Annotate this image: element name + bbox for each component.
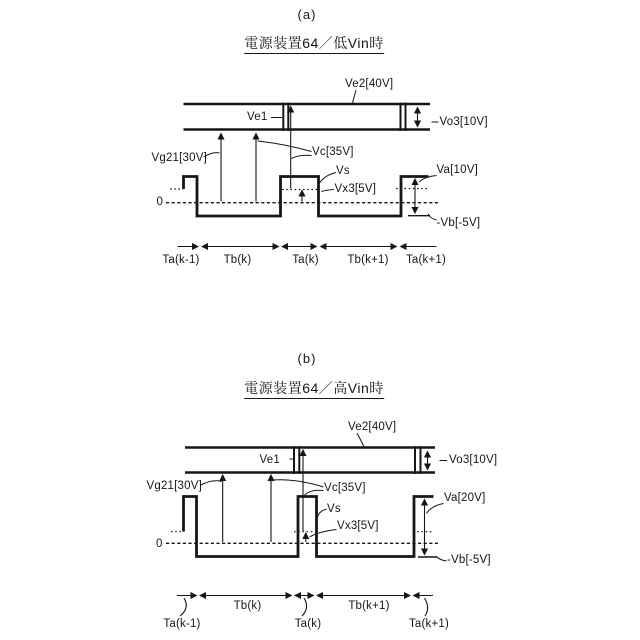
figure-b-time-axis: [177, 596, 433, 617]
label-vs-b: Vs: [327, 502, 341, 515]
label-vc-a: Vc[35V]: [312, 146, 354, 158]
label-ve1-b: Ve1: [259, 453, 280, 466]
time-label-b-ta-k1: Ta(k+1): [408, 618, 450, 630]
label-vx3-a: Vx3[5V]: [334, 182, 377, 195]
label-ve2-a: Ve2[40V]: [345, 77, 394, 90]
subfigure-a-marker: (a): [297, 7, 317, 22]
figure-b-title: 電源装置64／高Vin時: [244, 381, 384, 399]
label-ve2-b: Ve2[40V]: [348, 421, 397, 433]
figure-b-reference-lines: [166, 532, 438, 544]
figure-a-band: [184, 103, 431, 131]
time-label-b-ta-k-1: Ta(k-1): [163, 618, 201, 630]
label-zero-a: 0: [156, 196, 164, 208]
label-vo3-b: Vo3[10V]: [449, 453, 498, 466]
time-label-a-ta-k1: Ta(k+1): [405, 253, 447, 266]
label-vx3-b: Vx3[5V]: [337, 519, 379, 532]
label-vg21-b: Vg21[30V]: [146, 479, 203, 492]
time-label-a-tb-k1: Tb(k+1): [347, 253, 389, 266]
figure-b-leaders: [200, 433, 447, 561]
time-label-b-ta-k: Ta(k): [294, 618, 322, 630]
subfigure-b-marker: (b): [297, 351, 317, 366]
label-minus-vb-a: -Vb[-5V]: [436, 216, 481, 229]
figure-b-wave: [184, 497, 438, 558]
time-label-a-ta-k: Ta(k): [292, 253, 319, 266]
label-va-a: Va[10V]: [436, 163, 478, 176]
label-vo3-a: Vo3[10V]: [439, 115, 488, 128]
label-vs-a: Vs: [336, 165, 350, 177]
time-label-a-tb-k: Tb(k): [223, 253, 252, 266]
time-label-b-tb-k1: Tb(k+1): [348, 600, 390, 612]
figure-b-band: [185, 446, 435, 474]
time-label-b-tb-k: Tb(k): [233, 600, 262, 612]
label-vc-b: Vc[35V]: [324, 481, 366, 494]
label-ve1-a: Ve1: [247, 111, 268, 123]
label-minus-vb-b: -Vb[-5V]: [447, 553, 491, 566]
figure-b-arrows: [223, 450, 428, 555]
time-label-a-ta-k-1: Ta(k-1): [162, 253, 200, 266]
label-va-b: Va[20V]: [444, 491, 486, 504]
label-vg21-a: Vg21[30V]: [151, 151, 208, 164]
figure-a-title: 電源装置64／低Vin時: [244, 36, 384, 54]
label-zero-b: 0: [156, 538, 163, 550]
